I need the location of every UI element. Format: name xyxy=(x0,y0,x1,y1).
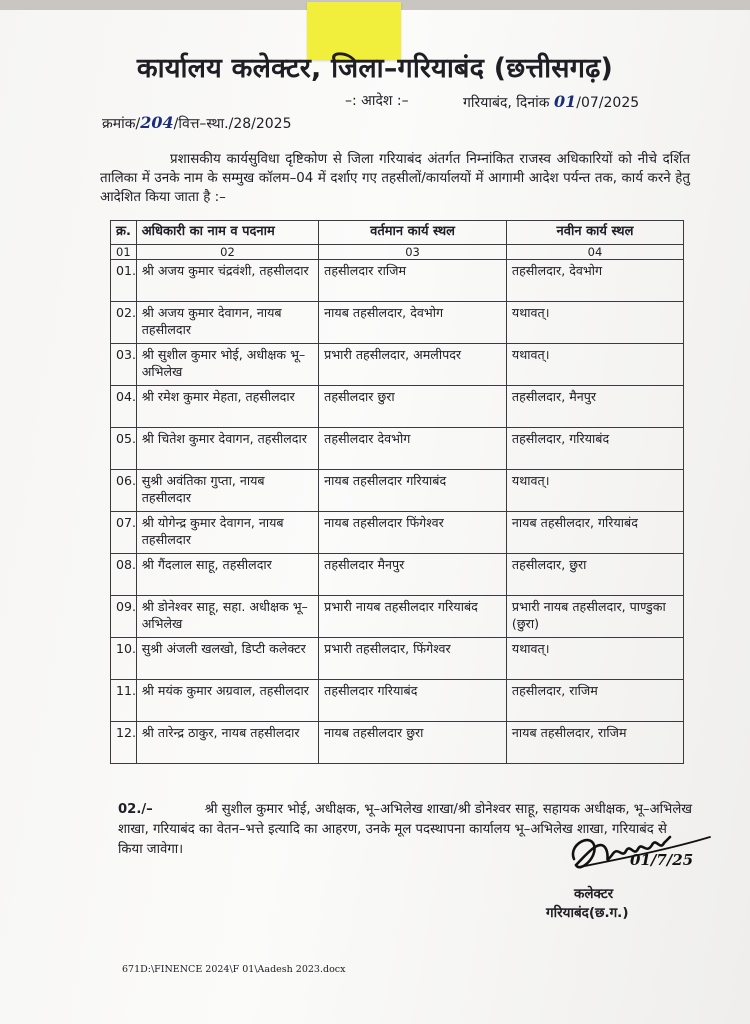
officer-cell: श्री सुशील कुमार भोई, अधीक्षक भू–अभिलेख xyxy=(136,344,318,386)
table-row xyxy=(111,638,684,680)
date-line xyxy=(463,92,639,112)
table-row xyxy=(111,386,684,428)
signatory-title: कलेक्टर xyxy=(574,886,614,902)
reference-suffix: /वित्त–स्था./28/2025 xyxy=(173,116,292,132)
new-posting-cell: यथावत्। xyxy=(506,470,683,512)
new-posting-cell: तहसीलदार, छुरा xyxy=(506,554,683,596)
colnum-1: 01 xyxy=(111,245,137,260)
new-posting-cell: यथावत्। xyxy=(506,344,683,386)
table-row xyxy=(111,428,684,470)
order-heading: –: आदेश :– xyxy=(345,93,409,109)
para2-text: श्री सुशील कुमार भोई, अधीक्षक, भू–अभिलेख शाखा/श्री डोनेश्वर साहू, सहायक अधीक्षक, भू–अभिलेख शाखा, गरियाबंद का वेतन–भत्ते इत्यादि का आहरण, उनके मूल पदस्थापना कार्यालय भू–अभिलेख शाखा, गरियाबंद से किया जावेगा। xyxy=(118,802,693,857)
header-sn: क्र. xyxy=(111,221,137,245)
serial-cell: 03. xyxy=(111,344,137,386)
new-posting-cell: तहसीलदार, राजिम xyxy=(506,680,683,722)
collector-signature xyxy=(560,815,720,895)
new-posting-cell: तहसीलदार, मैनपुर xyxy=(506,386,683,428)
table-row xyxy=(111,512,684,554)
reference-line xyxy=(102,113,292,133)
officer-cell: श्री रमेश कुमार मेहता, तहसीलदार xyxy=(136,386,318,428)
header-current: वर्तमान कार्य स्थल xyxy=(319,221,507,245)
reference-prefix: क्रमांक/ xyxy=(102,116,141,132)
signature-date: 01/7/25 xyxy=(630,851,694,869)
table-row xyxy=(111,680,684,722)
current-posting-cell: नायब तहसीलदार, देवभोग xyxy=(319,302,507,344)
serial-cell: 04. xyxy=(111,386,137,428)
new-posting-cell: यथावत्। xyxy=(506,638,683,680)
new-posting-cell: यथावत्। xyxy=(506,302,683,344)
current-posting-cell: तहसीलदार गरियाबंद xyxy=(319,680,507,722)
column-number-row xyxy=(111,245,684,260)
signatory-place: गरियाबंद(छ.ग.) xyxy=(546,905,629,921)
reference-number-handwritten: 204 xyxy=(140,113,174,132)
table-row xyxy=(111,596,684,638)
current-posting-cell: तहसीलदार छुरा xyxy=(319,386,507,428)
serial-cell: 05. xyxy=(111,428,137,470)
new-posting-cell: प्रभारी नायब तहसीलदार, पाण्डुका (छुरा) xyxy=(506,596,683,638)
serial-cell: 06. xyxy=(111,470,137,512)
para2-number: 02./– xyxy=(118,802,153,817)
officer-cell: श्री अजय कुमार देवागन, नायब तहसीलदार xyxy=(136,302,318,344)
table-row xyxy=(111,260,684,302)
serial-cell: 01. xyxy=(111,260,137,302)
officer-cell: सुश्री अंजली खलखो, डिप्टी कलेक्टर xyxy=(136,638,318,680)
officer-cell: सुश्री अवंतिका गुप्ता, नायब तहसीलदार xyxy=(136,470,318,512)
officer-cell: श्री अजय कुमार चंद्रवंशी, तहसीलदार xyxy=(136,260,318,302)
table-row xyxy=(111,302,684,344)
new-posting-cell: नायब तहसीलदार, राजिम xyxy=(506,722,683,764)
date-day-handwritten: 01 xyxy=(553,92,577,111)
serial-cell: 11. xyxy=(111,680,137,722)
new-posting-cell: नायब तहसीलदार, गरियाबंद xyxy=(506,512,683,554)
officer-cell: श्री तारेन्द्र ठाकुर, नायब तहसीलदार xyxy=(136,722,318,764)
current-posting-cell: तहसीलदार राजिम xyxy=(319,260,507,302)
colnum-3: 03 xyxy=(319,245,507,260)
serial-cell: 10. xyxy=(111,638,137,680)
colnum-2: 02 xyxy=(136,245,318,260)
officer-cell: श्री योगेन्द्र कुमार देवागन, नायब तहसीलदार xyxy=(136,512,318,554)
new-posting-cell: तहसीलदार, देवभोग xyxy=(506,260,683,302)
date-prefix: गरियाबंद, दिनांक xyxy=(463,95,550,111)
officer-cell: श्री मयंक कुमार अग्रवाल, तहसीलदार xyxy=(136,680,318,722)
current-posting-cell: तहसीलदार देवभोग xyxy=(319,428,507,470)
serial-cell: 09. xyxy=(111,596,137,638)
table-body xyxy=(111,260,684,764)
officer-cell: श्री गैंदलाल साहू, तहसीलदार xyxy=(136,554,318,596)
serial-cell: 12. xyxy=(111,722,137,764)
new-posting-cell: तहसीलदार, गरियाबंद xyxy=(506,428,683,470)
header-new: नवीन कार्य स्थल xyxy=(506,221,683,245)
current-posting-cell: तहसीलदार मैनपुर xyxy=(319,554,507,596)
current-posting-cell: प्रभारी नायब तहसीलदार गरियाबंद xyxy=(319,596,507,638)
current-posting-cell: नायब तहसीलदार गरियाबंद xyxy=(319,470,507,512)
colnum-4: 04 xyxy=(506,245,683,260)
officer-cell: श्री चितेश कुमार देवागन, तहसीलदार xyxy=(136,428,318,470)
current-posting-cell: नायब तहसीलदार फिंगेश्वर xyxy=(319,512,507,554)
serial-cell: 08. xyxy=(111,554,137,596)
current-posting-cell: नायब तहसीलदार छुरा xyxy=(319,722,507,764)
table-row xyxy=(111,344,684,386)
intro-paragraph: प्रशासकीय कार्यसुविधा दृष्टिकोण से जिला गरियाबंद अंतर्गत निम्नांकित राजस्व अधिकारियों को नीचे दर्शित तालिका में उनके नाम के सम्मुख कॉलम–04 में दर्शाए गए तहसीलों/कार्यालयों में आगामी आदेश पर्यन्त तक, कार्य करने हेतु आदेशित किया जाता है :– xyxy=(100,152,690,205)
office-title: कार्यालय कलेक्टर, जिला–गरियाबंद (छत्तीसगढ़) xyxy=(136,53,614,84)
table-row xyxy=(111,722,684,764)
date-rest: /07/2025 xyxy=(576,95,640,111)
serial-cell: 07. xyxy=(111,512,137,554)
current-posting-cell: प्रभारी तहसीलदार, अमलीपदर xyxy=(319,344,507,386)
header-name: अधिकारी का नाम व पदनाम xyxy=(136,221,318,245)
table-header-row xyxy=(111,221,684,245)
posting-table xyxy=(110,220,684,764)
table-row xyxy=(111,470,684,512)
officer-cell: श्री डोनेश्वर साहू, सहा. अधीक्षक भू–अभिलेख xyxy=(136,596,318,638)
table-row xyxy=(111,554,684,596)
current-posting-cell: प्रभारी तहसीलदार, फिंगेश्वर xyxy=(319,638,507,680)
file-path-footer: 671D:\FINENCE 2024\F 01\Aadesh 2023.docx xyxy=(122,964,346,975)
serial-cell: 02. xyxy=(111,302,137,344)
